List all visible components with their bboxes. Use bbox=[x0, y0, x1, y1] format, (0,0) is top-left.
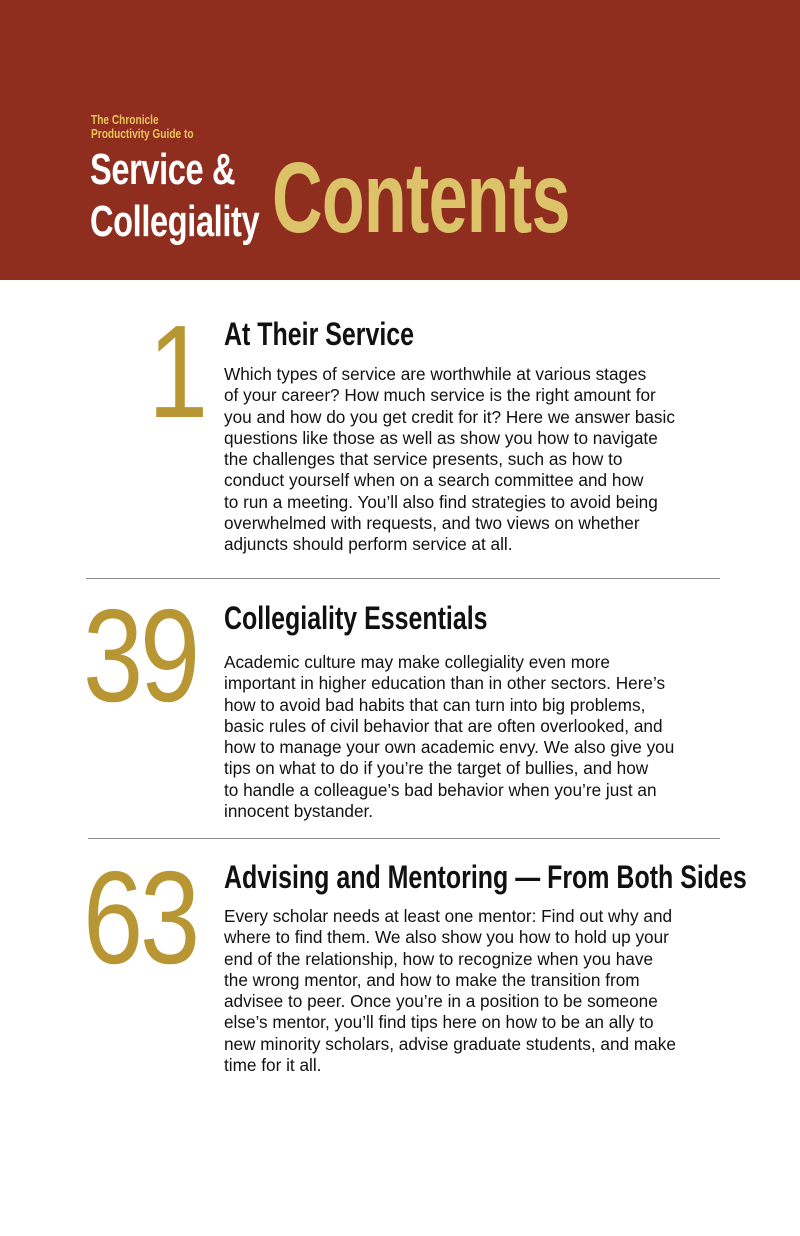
description-line: Academic culture may make collegiality even more bbox=[224, 652, 610, 672]
description-line: to run a meeting. You’ll also find strategies to avoid being bbox=[224, 491, 658, 512]
description-line: where to find them. We also show you how to hold up your bbox=[224, 927, 669, 948]
description-line: end of the relationship, how to recognize when you have bbox=[224, 948, 654, 969]
description-line: tips on what to do if you’re the target of bullies, and how bbox=[224, 758, 649, 779]
brand-subtitle bbox=[91, 113, 194, 141]
description-line: important in higher education than in other sectors. Here’s bbox=[224, 673, 666, 694]
toc-entry-page-number: 1 bbox=[148, 298, 205, 445]
description-line: Every scholar needs at least one mentor: Find out why and bbox=[224, 906, 673, 926]
description-line: you and how do you get credit for it? Here we answer basic bbox=[224, 406, 675, 427]
guide-title bbox=[90, 144, 259, 248]
description-line: Which types of service are worthwhile at various stages bbox=[224, 364, 647, 384]
description-line: of your career? How much service is the right amount for bbox=[224, 385, 656, 406]
section-divider bbox=[88, 838, 720, 839]
toc-entry-title[interactable]: Advising and Mentoring — From Both Sides bbox=[224, 859, 747, 895]
description-line: conduct yourself when on a search committee and how bbox=[224, 470, 644, 491]
description-line: else’s mentor, you’ll find tips here on how to be an ally to bbox=[224, 1012, 654, 1033]
description-line: to handle a colleague’s bad behavior when you’re just an bbox=[224, 779, 657, 800]
description-line: advisee to peer. Once you’re in a position to be someone bbox=[224, 991, 658, 1012]
description-line: how to manage your own academic envy. We also give you bbox=[224, 737, 675, 758]
guide-title-line-1: Service & bbox=[90, 145, 236, 194]
description-line: basic rules of civil behavior that are often overlooked, and bbox=[224, 715, 663, 736]
description-line: questions like those as well as show you how to navigate bbox=[224, 427, 658, 448]
toc-entry-description bbox=[224, 906, 724, 1076]
description-line: the challenges that service presents, such as how to bbox=[224, 449, 623, 470]
toc-entry-description bbox=[224, 652, 724, 822]
description-line: innocent bystander. bbox=[224, 801, 374, 822]
toc-entry-description bbox=[224, 364, 724, 556]
section-divider bbox=[86, 578, 720, 579]
description-line: overwhelmed with requests, and two views on whether bbox=[224, 513, 640, 534]
description-line: how to avoid bad habits that can turn into big problems, bbox=[224, 694, 646, 715]
guide-title-line-2: Collegiality bbox=[90, 197, 260, 246]
description-line: new minority scholars, advise graduate students, and make bbox=[224, 1033, 676, 1054]
brand-line-1: The Chronicle bbox=[91, 112, 159, 127]
toc-entry-page-number: 63 bbox=[83, 844, 197, 991]
description-line: the wrong mentor, and how to make the transition from bbox=[224, 969, 640, 990]
toc-entry-page-number: 39 bbox=[83, 582, 197, 729]
page-title: Contents bbox=[272, 142, 570, 254]
toc-entry-title[interactable]: Collegiality Essentials bbox=[224, 600, 488, 636]
description-line: time for it all. bbox=[224, 1055, 322, 1076]
brand-line-2: Productivity Guide to bbox=[91, 126, 194, 141]
description-line: adjuncts should perform service at all. bbox=[224, 534, 513, 555]
header-banner bbox=[0, 0, 800, 280]
toc-entry-title[interactable]: At Their Service bbox=[224, 316, 415, 352]
